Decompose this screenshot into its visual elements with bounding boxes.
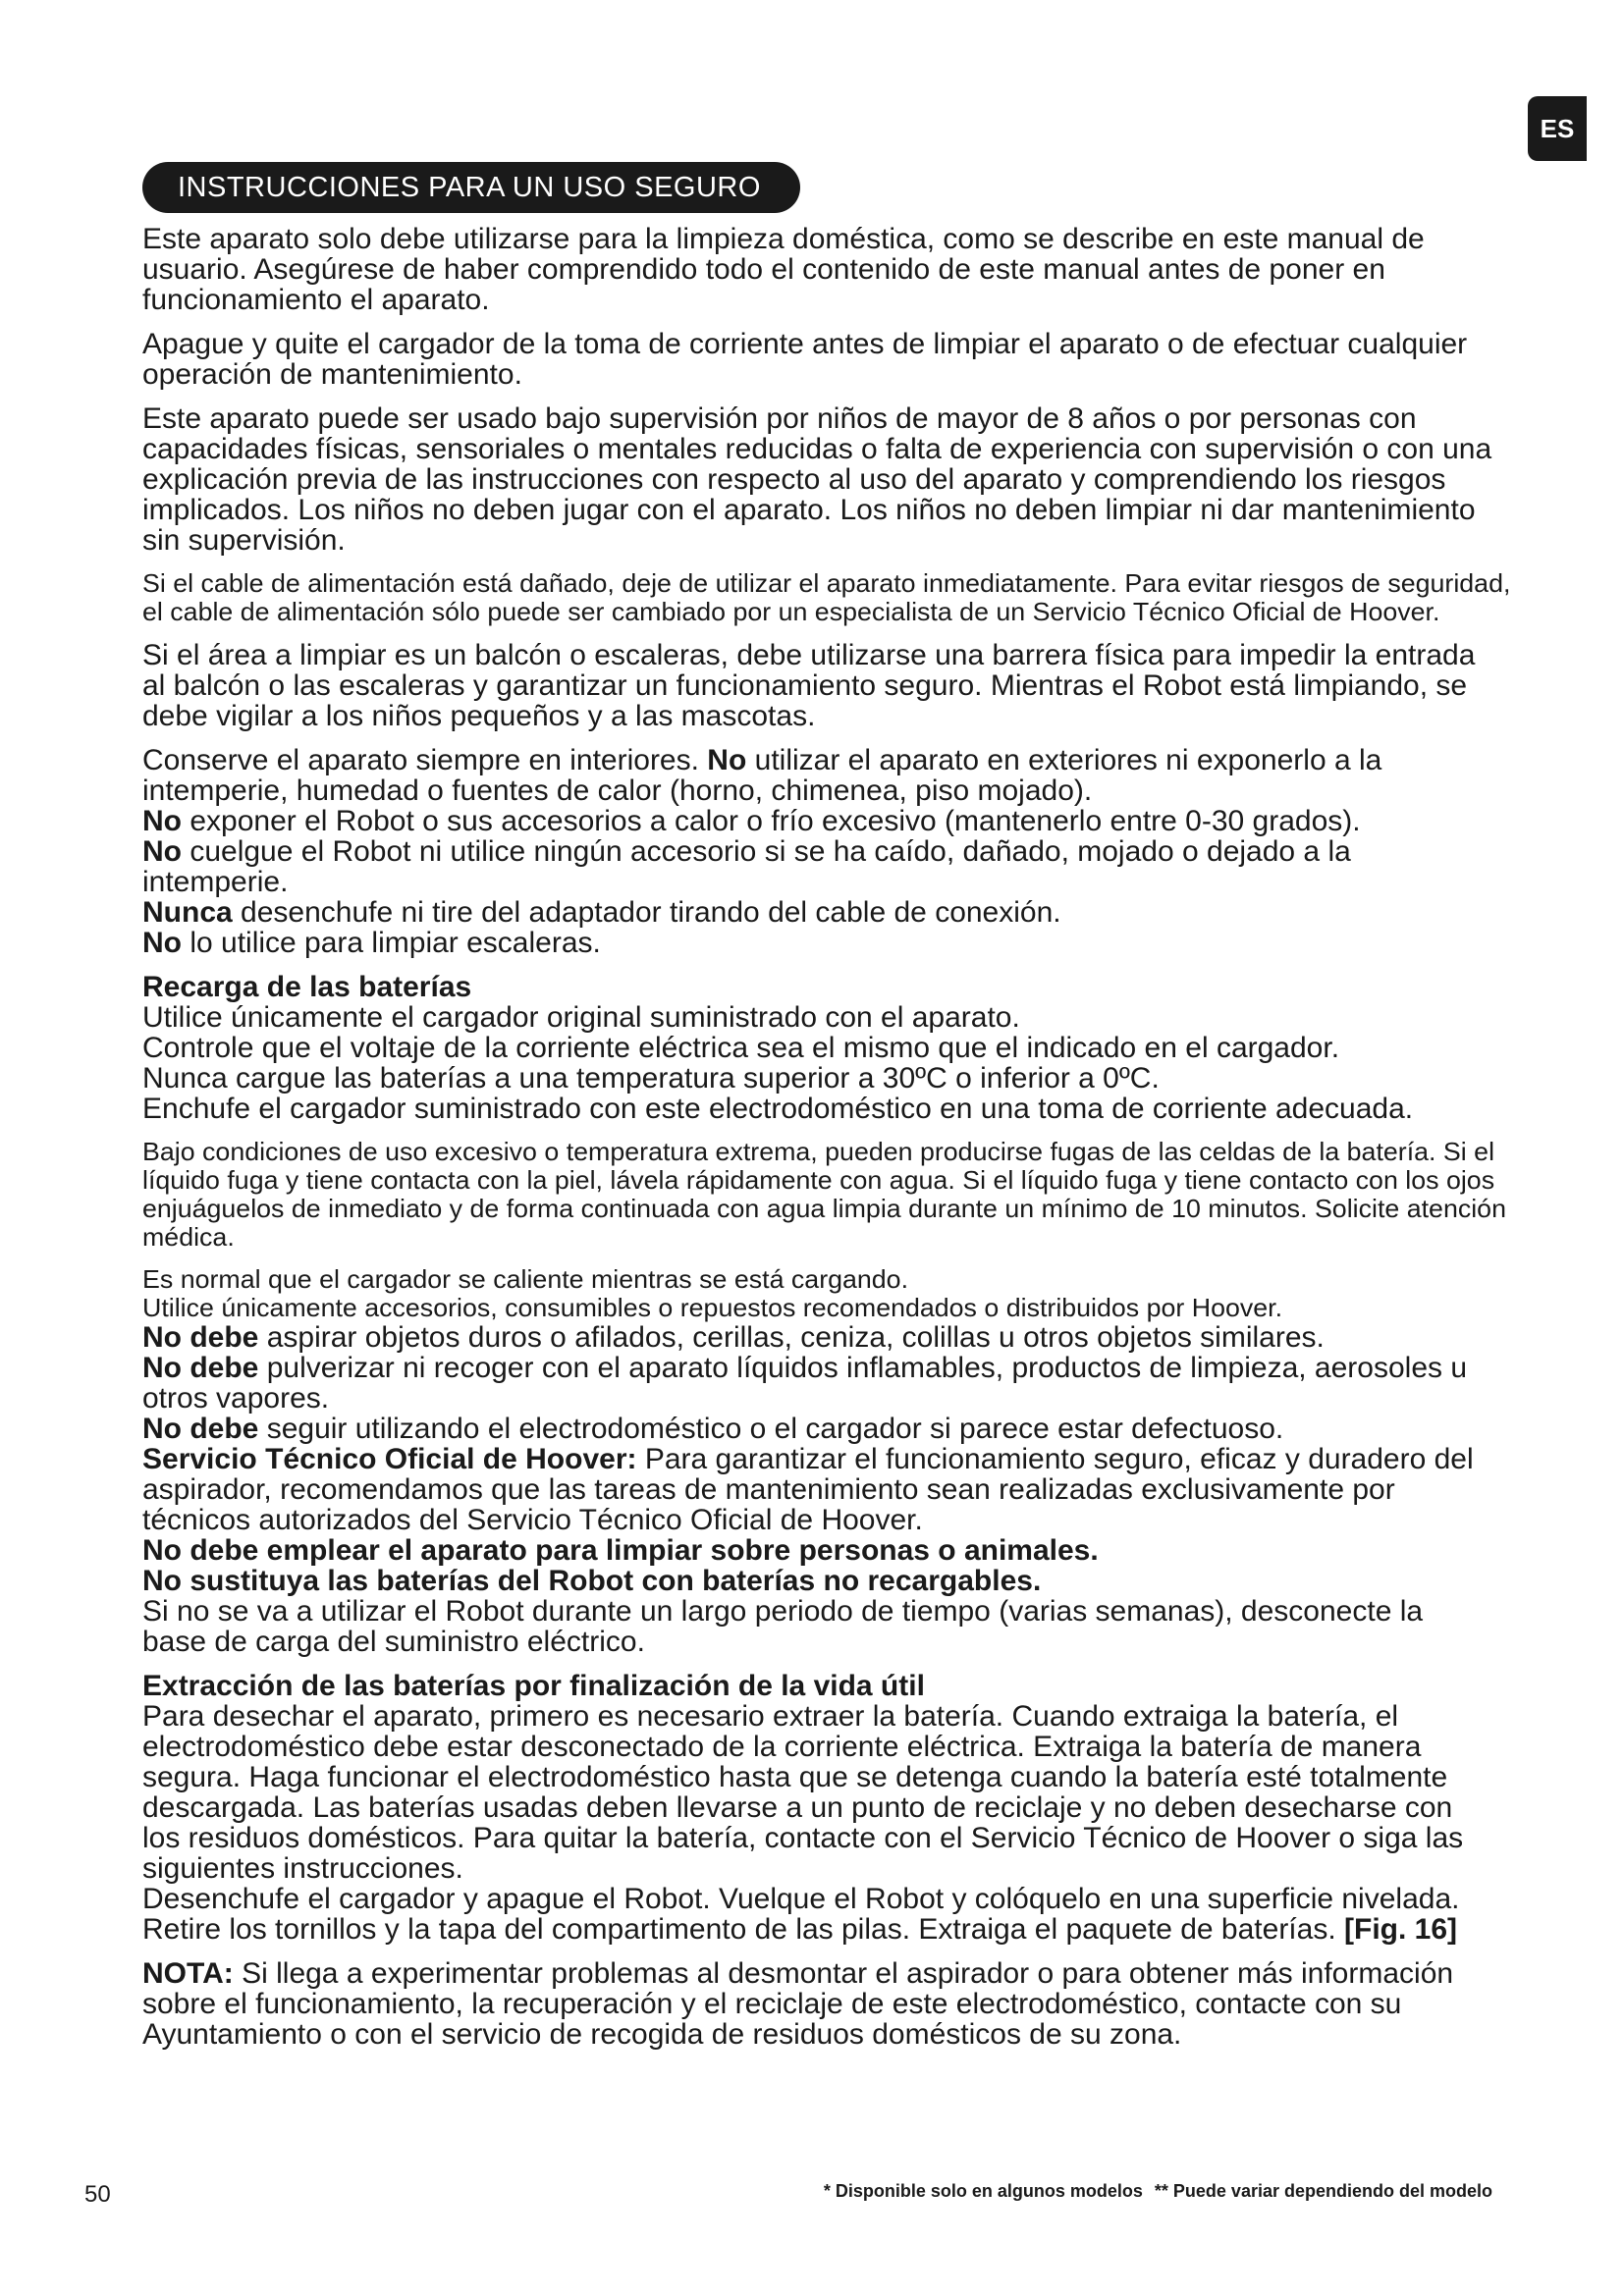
recarga-heading — [142, 972, 1492, 1002]
emphasis: No — [707, 744, 747, 776]
text: utilizar el aparato en exteriores ni exponerlo a la intemperie, humedad o fuentes de calor (horno, chimenea, piso mojado). — [142, 744, 1382, 807]
paragraph — [142, 1353, 1492, 1414]
emphasis: No debe — [142, 1413, 259, 1445]
paragraph — [142, 1566, 1492, 1596]
paragraph — [142, 928, 1492, 958]
emphasis: Servicio Técnico Oficial de Hoover: — [142, 1443, 637, 1475]
paragraph — [142, 1322, 1492, 1353]
language-tab: ES — [1528, 96, 1587, 161]
text: pulverizar ni recoger con el aparato líquidos inflamables, productos de limpieza, aerosoles u otros vapores. — [142, 1352, 1468, 1415]
text: desenchufe ni tire del adaptador tirando del cable de conexión. — [232, 896, 1061, 929]
paragraph: Bajo condiciones de uso excesivo o temperatura extrema, pueden producirse fugas de las celdas de la batería. Si el líquido fuga y tiene contacta con la piel, lávela rápidamente con agua. Si el líquido fuga y tiene contacto con los ojos enjuáguelos de inmediato y de forma continuada con agua limpia durante un mínimo de 10 minutos. Solicite atención médica. — [142, 1137, 1506, 1252]
paragraph: Si el cable de alimentación está dañado, deje de utilizar el aparato inmediatamente. Para evitar riesgos de seguridad, el cable de alimentación sólo puede ser cambiado por un especialista de un Servicio Técnico Oficial de Hoover. — [142, 568, 1511, 626]
paragraph — [142, 1444, 1492, 1535]
paragraph: Es normal que el cargador se caliente mientras se está cargando. — [142, 1264, 909, 1294]
paragraph: Utilice únicamente accesorios, consumibles o repuestos recomendados o distribuidos por Hoover. — [142, 1293, 1283, 1322]
paragraph — [142, 1884, 1492, 1945]
paragraph: Controle que el voltaje de la corriente eléctrica sea el mismo que el indicado en el cargador. — [142, 1032, 1340, 1064]
emphasis: No — [142, 805, 182, 837]
paragraph — [142, 897, 1492, 928]
emphasis: No debe — [142, 1321, 259, 1354]
emphasis: No sustituya las baterías del Robot con baterías no recargables. — [142, 1565, 1042, 1597]
heading-text: Recarga de las baterías — [142, 971, 472, 1003]
text: Para garantizar el funcionamiento seguro, eficaz y duradero del aspirador, recomendamos que las tareas de mantenimiento sean realizadas exclusivamente por técnicos autorizados del Servicio Técnico Oficial de Hoover. — [142, 1443, 1474, 1536]
content-body — [142, 223, 1511, 2063]
emphasis: No debe — [142, 1352, 259, 1384]
paragraph: Si no se va a utilizar el Robot durante un largo periodo de tiempo (varias semanas), desconecte la base de carga del suministro eléctrico. — [142, 1595, 1424, 1658]
paragraph: Nunca cargue las baterías a una temperatura superior a 30ºC o inferior a 0ºC. — [142, 1062, 1160, 1095]
paragraph: Este aparato solo debe utilizarse para la limpieza doméstica, como se describe en este manual de usuario. Asegúrese de haber comprendido todo el contenido de este manual antes de poner en funcionamiento el aparato. — [142, 223, 1425, 316]
text: exponer el Robot o sus accesorios a calor o frío excesivo (mantenerlo entre 0-30 grados). — [182, 805, 1361, 837]
paragraph — [142, 1535, 1492, 1566]
figure-reference: [Fig. 16] — [1344, 1913, 1458, 1946]
paragraph — [142, 1414, 1492, 1444]
note-label: NOTA: — [142, 1957, 234, 1990]
emphasis: No debe emplear el aparato para limpiar sobre personas o animales. — [142, 1534, 1099, 1567]
paragraph: Para desechar el aparato, primero es necesario extraer la batería. Cuando extraiga la batería, el electrodoméstico debe estar desconectado de la corriente eléctrica. Extraiga la batería de manera segura. Haga funcionar el electrodoméstico hasta que se detenga cuando la batería esté totalmente descargada. Las baterías usadas deben llevarse a un punto de reciclaje y no deben desecharse con los residuos domésticos. Para quitar la batería, contacte con el Servicio Técnico de Hoover o siga las siguientes instrucciones. — [142, 1700, 1464, 1885]
paragraph: Este aparato puede ser usado bajo supervisión por niños de mayor de 8 años o por personas con capacidades físicas, sensoriales o mentales reducidas o falta de experiencia con supervisión o con una explicación previa de las instrucciones con respecto al uso del aparato y comprendiendo los riesgos implicados. Los niños no deben jugar con el aparato. Los niños no deben limpiar ni dar mantenimiento sin supervisión. — [142, 402, 1492, 557]
text: aspirar objetos duros o afilados, cerillas, ceniza, colillas u otros objetos similares. — [258, 1321, 1325, 1354]
paragraph: Enchufe el cargador suministrado con este electrodoméstico en una toma de corriente adecuada. — [142, 1093, 1414, 1125]
footnote-2: ** Puede variar dependiendo del modelo — [1154, 2181, 1492, 2201]
heading-text: Extracción de las baterías por finalización de la vida útil — [142, 1670, 925, 1702]
note-text: Si llega a experimentar problemas al desmontar el aspirador o para obtener más información sobre el funcionamiento, la recuperación y el reciclaje de este electrodoméstico, contacte con su Ayuntamiento o con el servicio de recogida de residuos domésticos de su zona. — [142, 1957, 1454, 2051]
paragraph — [142, 745, 1492, 806]
text: Conserve el aparato siempre en interiores. — [142, 744, 708, 776]
footnote — [812, 2181, 1492, 2202]
paragraph: Apague y quite el cargador de la toma de corriente antes de limpiar el aparato o de efectuar cualquier operación de mantenimiento. — [142, 328, 1468, 391]
footnote-1: * Disponible solo en algunos modelos — [823, 2181, 1143, 2201]
note-paragraph — [142, 1958, 1492, 2050]
paragraph: Si el área a limpiar es un balcón o escaleras, debe utilizarse una barrera física para impedir la entrada al balcón o las escaleras y garantizar un funcionamiento seguro. Mientras el Robot está limpiando, se debe vigilar a los niños pequeños y a las mascotas. — [142, 639, 1476, 732]
paragraph — [142, 836, 1492, 897]
emphasis: No — [142, 927, 182, 959]
text: Desenchufe el cargador y apague el Robot. Vuelque el Robot y colóquelo en una superficie nivelada. Retire los tornillos y la tapa del compartimento de las pilas. Extraiga el paquete de baterías. — [142, 1883, 1460, 1946]
extraccion-heading — [142, 1671, 1492, 1701]
paragraph: Utilice únicamente el cargador original suministrado con el aparato. — [142, 1001, 1020, 1034]
emphasis: No — [142, 835, 182, 868]
paragraph — [142, 806, 1492, 836]
section-title: INSTRUCCIONES PARA UN USO SEGURO — [142, 162, 800, 213]
text: lo utilice para limpiar escaleras. — [182, 927, 601, 959]
page-number: 50 — [84, 2181, 111, 2208]
emphasis: Nunca — [142, 896, 233, 929]
text: seguir utilizando el electrodoméstico o el cargador si parece estar defectuoso. — [258, 1413, 1284, 1445]
text: cuelgue el Robot ni utilice ningún accesorio si se ha caído, dañado, mojado o dejado a la intemperie. — [142, 835, 1351, 898]
